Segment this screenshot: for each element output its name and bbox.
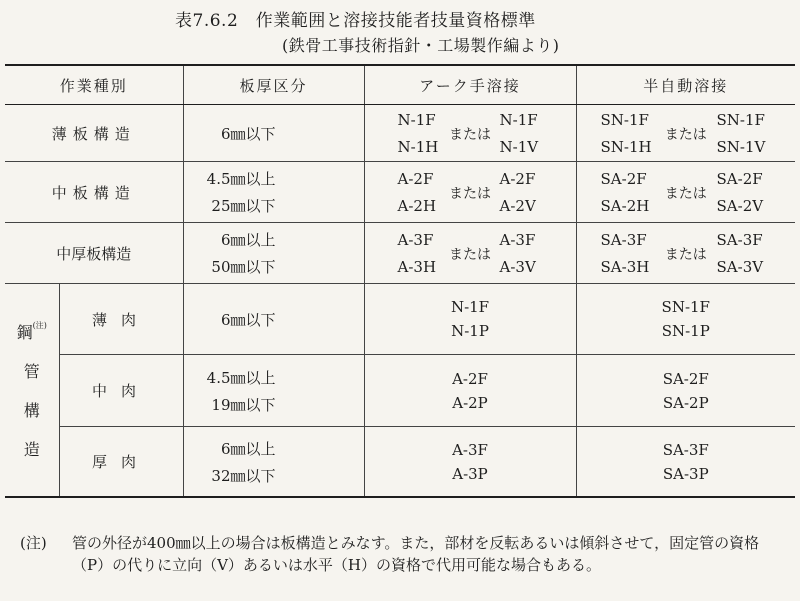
thickness-value: 6㎜以上 — [220, 439, 276, 458]
category-cell: 中板構造 — [5, 162, 183, 223]
table-row — [5, 284, 795, 355]
grade-code: SA-2F — [600, 170, 647, 188]
note-mark: (注) — [32, 321, 47, 330]
grade-code: A-3H — [397, 258, 437, 276]
grade-code: A-2F — [499, 170, 536, 188]
thickness-cell — [183, 427, 364, 498]
grade-code: A-2F — [397, 170, 434, 188]
footnote-label: (注) — [20, 534, 47, 552]
steel-pipe-label — [5, 284, 59, 498]
grade-code: SN-1F — [661, 298, 710, 316]
category-cell: 中厚板構造 — [5, 223, 183, 284]
steel-char: 構 — [23, 401, 40, 420]
grade-code: SN-1F — [716, 111, 765, 129]
thickness-value: 32㎜以下 — [211, 466, 276, 485]
thickness-cell — [183, 355, 364, 427]
grade-code: N-1F — [450, 298, 490, 316]
thickness-value: 6㎜以上 — [220, 231, 276, 249]
arc-cell — [364, 427, 576, 498]
thickness-cell — [183, 223, 364, 284]
thickness-value: 6㎜以下 — [220, 124, 276, 143]
grade-code: SA-3H — [600, 258, 650, 276]
grade-code: N-1F — [397, 111, 436, 129]
sub-category-cell: 薄肉 — [59, 284, 183, 355]
grade-code: SN-1H — [600, 138, 652, 156]
table-row — [5, 162, 795, 223]
grade-code: A-2P — [452, 393, 488, 412]
table-row — [5, 427, 795, 498]
thickness-cell — [183, 162, 364, 223]
semi-cell — [576, 105, 795, 162]
arc-cell — [364, 355, 576, 427]
table-row — [5, 105, 795, 162]
semi-cell — [576, 284, 795, 355]
thickness-value: 4.5㎜以上 — [206, 170, 276, 188]
grade-code: A-3F — [452, 440, 488, 459]
header-thickness: 板厚区分 — [183, 65, 364, 105]
connector-text: または — [664, 186, 707, 202]
grade-code: N-1V — [499, 138, 539, 156]
footnote-text: 管の外径が400㎜以上の場合は板構造とみなす。また，部材を反転あるいは傾斜させて，固定管の資格（P）の代りに立向（V）あるいは水平（H）の資格で代用可能な場合もある。 — [72, 534, 760, 574]
table-row — [5, 355, 795, 427]
connector-text: または — [449, 186, 492, 202]
grade-code: SN-1V — [716, 138, 766, 156]
semi-cell — [576, 355, 795, 427]
grade-code: A-3F — [397, 231, 434, 249]
arc-cell — [364, 162, 576, 223]
thickness-value: 50㎜以下 — [211, 258, 276, 276]
grade-code: SA-3P — [662, 464, 709, 483]
grade-code: SN-1P — [661, 322, 710, 340]
grade-code: SA-2F — [662, 369, 709, 388]
table-row — [5, 223, 795, 284]
grade-code: A-2H — [397, 197, 437, 215]
header-work-type: 作業種別 — [5, 65, 183, 105]
sub-category-cell: 厚肉 — [59, 427, 183, 498]
thickness-value: 6㎜以下 — [220, 310, 276, 329]
steel-char: 鋼$^{(注)}$ — [16, 321, 47, 342]
footnote — [20, 532, 790, 576]
semi-cell — [576, 427, 795, 498]
grade-code: SA-2H — [600, 197, 650, 215]
grade-code: N-1P — [451, 322, 489, 340]
semi-cell — [576, 162, 795, 223]
connector-text: または — [664, 247, 707, 263]
qualification-table — [5, 64, 795, 498]
arc-cell — [364, 223, 576, 284]
grade-code: A-3V — [499, 258, 536, 276]
header-semi-auto-welding: 半自動溶接 — [576, 65, 795, 105]
grade-code: A-2V — [499, 197, 536, 215]
connector-text: または — [449, 247, 492, 263]
grade-code: SA-3F — [662, 440, 709, 459]
thickness-value: 25㎜以下 — [211, 197, 276, 215]
thickness-value: 19㎜以下 — [211, 395, 276, 414]
header-row — [5, 65, 795, 105]
thickness-cell — [183, 284, 364, 355]
grade-code: SA-2F — [716, 170, 763, 188]
category-cell: 薄板構造 — [5, 105, 183, 162]
grade-code: A-3P — [452, 464, 488, 483]
grade-code: A-2F — [452, 369, 488, 388]
grade-code: A-3F — [499, 231, 536, 249]
sub-category-cell: 中肉 — [59, 355, 183, 427]
grade-code: SN-1F — [600, 111, 649, 129]
grade-code: SA-2P — [662, 393, 709, 412]
table-subtitle: (鉄骨工事技術指針・工場製作編より) — [282, 36, 560, 55]
table-title: 表7.6.2 作業範囲と溶接技能者技量資格標準 — [175, 11, 536, 31]
grade-code: N-1F — [499, 111, 538, 129]
arc-cell — [364, 105, 576, 162]
steel-char: 管 — [23, 362, 40, 381]
thickness-value: 4.5㎜以上 — [206, 368, 276, 387]
connector-text: または — [449, 127, 492, 143]
grade-code: SA-2V — [716, 197, 764, 215]
grade-code: N-1H — [397, 138, 439, 156]
grade-code: SA-3F — [600, 231, 647, 249]
grade-code: SA-3F — [716, 231, 763, 249]
arc-cell — [364, 284, 576, 355]
grade-code: SA-3V — [716, 258, 764, 276]
header-arc-welding: アーク手溶接 — [364, 65, 576, 105]
connector-text: または — [664, 127, 707, 143]
steel-char: 造 — [23, 440, 40, 459]
semi-cell — [576, 223, 795, 284]
thickness-cell — [183, 105, 364, 162]
